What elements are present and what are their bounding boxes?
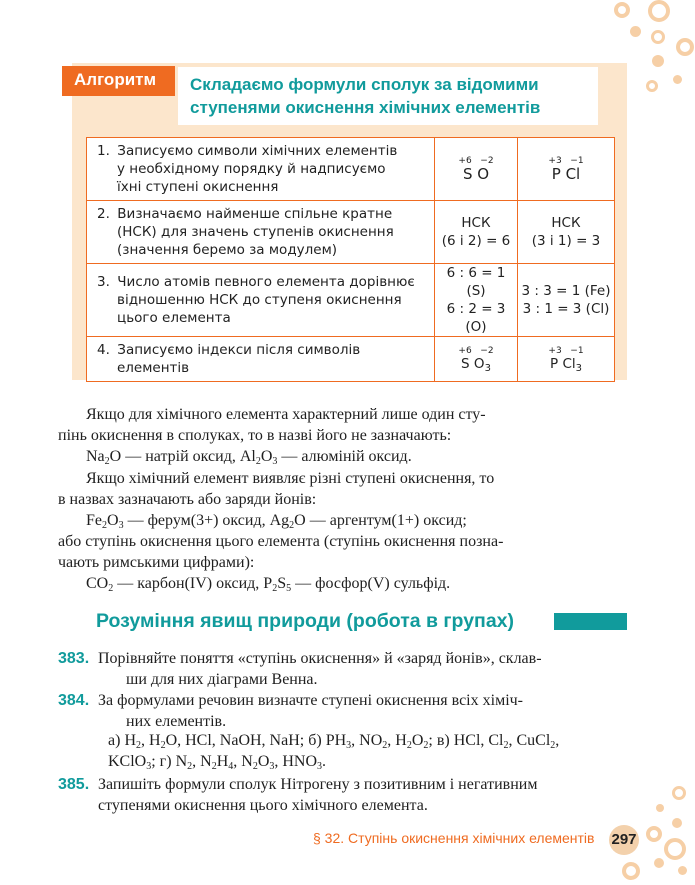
- algorithm-step-row: [87, 201, 615, 264]
- example-line: $CO_2$ — карбон(IV) оксид, $P_2S_5$ — фосфор(V) сульфід.: [86, 575, 451, 594]
- decor-dot: [648, 0, 670, 22]
- step-line: (НСК) для значень ступенів окиснення: [117, 224, 394, 240]
- decor-dot: [672, 786, 686, 800]
- decor-dot: [664, 838, 686, 860]
- exercise-line: Запишіть формули сполук Нітрогену з позитивним і негативним: [98, 776, 538, 793]
- exercise-formulas: KClO$_3$; г) $N_2$, $N_2H_4$, $N_2O_3$, $HNO_3$.: [108, 753, 327, 772]
- decor-dot: [672, 818, 682, 828]
- atom-ratio: 6 : 6 = 1 (S): [446, 265, 506, 299]
- decor-dot: [673, 75, 682, 84]
- formula-pcl3: P $Cl_3$: [549, 356, 582, 374]
- step-example-so3: [435, 337, 518, 382]
- step-description: [87, 337, 435, 382]
- exercise-number: 383.: [58, 650, 90, 667]
- exercise-line: ши для них діаграми Венна.: [126, 671, 318, 688]
- step-number: 4.: [97, 342, 110, 358]
- step-line: цього елемента: [117, 310, 231, 326]
- exercise-number: 384.: [58, 692, 90, 709]
- oxidation-states: +6 −2: [458, 156, 494, 166]
- decor-dot: [678, 866, 687, 875]
- step-example-pcl: [518, 264, 615, 337]
- lcm-label: НСК: [551, 215, 581, 231]
- decor-dot: [622, 862, 640, 880]
- element-symbols: S O: [462, 165, 490, 183]
- exercise-line: Порівняйте поняття «ступінь окиснення» й «заряд йонів», склав-: [98, 650, 542, 667]
- step-example-pcl: [518, 138, 615, 201]
- step-line: їхні ступені окиснення: [117, 179, 279, 195]
- algorithm-title-line: ступенями окиснення хімічних елементів: [190, 98, 541, 117]
- decor-dot: [652, 55, 664, 67]
- example-line: $Fe_2O_3$ — ферум(3+) оксид, $Ag_2O$ — аргентум(1+) оксид;: [86, 512, 467, 531]
- step-number: 1.: [97, 143, 110, 159]
- paragraph-line: в назвах зазначають або заряди йонів:: [58, 491, 317, 508]
- algorithm-step-row: [87, 337, 615, 382]
- step-line: Записуємо символи хімічних елементів: [117, 143, 398, 159]
- step-description: [87, 201, 435, 264]
- step-line: елементів: [117, 360, 190, 376]
- section-title-bar: [554, 613, 627, 630]
- paragraph-line: або ступінь окиснення цього елемента (ступінь окиснення позна-: [58, 533, 504, 550]
- oxidation-states: +3 −1: [548, 346, 584, 356]
- exercise-formulas: а) $H_2$, $H_2O$, HCl, NaOH, NaH; б) $PH_3$, $NO_2$, $H_2O_2$; в) HCl, $Cl_2$, CuCl$_2$,: [108, 732, 560, 751]
- exercise-number: 385.: [58, 776, 90, 793]
- decor-dot: [630, 26, 641, 37]
- step-example-so: [435, 264, 518, 337]
- element-symbols: P Cl: [551, 165, 581, 183]
- step-line: Число атомів певного елемента дорівнює: [117, 274, 415, 290]
- lcm-value: (6 і 2) = 6: [441, 233, 511, 249]
- footer-section-title: § 32. Ступінь окиснення хімічних елементів: [313, 830, 595, 846]
- step-line: Визначаємо найменше спільне кратне: [117, 206, 393, 222]
- example-line: $Na_2O$ — натрій оксид, $Al_2O_3$ — алюміній оксид.: [86, 448, 412, 467]
- exercise-line: ступенями окиснення цього хімічного елемента.: [98, 797, 428, 814]
- lcm-value: (3 і 1) = 3: [531, 233, 601, 249]
- atom-ratio: 3 : 1 = 3 (Cl): [522, 301, 610, 317]
- step-line: у необхідному порядку й надписуємо: [117, 161, 386, 177]
- step-description: [87, 264, 435, 337]
- algorithm-step-row: [87, 138, 615, 201]
- paragraph-line: пінь окиснення в сполуках, то в назві його не зазначають:: [58, 427, 452, 444]
- lcm-label: НСК: [461, 215, 491, 231]
- step-example-so: [435, 138, 518, 201]
- oxidation-states: +3 −1: [548, 156, 584, 166]
- atom-ratio: 3 : 3 = 1 (Fe): [521, 283, 611, 299]
- decor-dot: [651, 30, 665, 44]
- decor-dot: [654, 858, 664, 868]
- algorithm-step-row: [87, 264, 615, 337]
- page-number: 297: [609, 825, 639, 855]
- decor-dot: [646, 80, 658, 92]
- decor-dot: [656, 804, 664, 812]
- step-number: 2.: [97, 206, 110, 222]
- atom-ratio: 6 : 2 = 3 (O): [446, 301, 506, 335]
- step-example-pcl3: [518, 337, 615, 382]
- section-title: Розуміння явищ природи (робота в групах): [96, 610, 515, 632]
- algorithm-title-line: Складаємо формули сполук за відомими: [190, 75, 539, 94]
- exercise-line: За формулами речовин визначте ступені окиснення всіх хіміч-: [98, 692, 524, 709]
- decor-dot: [646, 826, 662, 842]
- step-line: відношенню НСК до ступеня окиснення: [117, 292, 402, 308]
- step-line: (значення беремо за модулем): [117, 242, 338, 258]
- algorithm-table: [86, 137, 615, 382]
- oxidation-states: +6 −2: [458, 346, 494, 356]
- step-number: 3.: [97, 274, 110, 290]
- formula-so3: S $O_3$: [461, 356, 491, 374]
- decor-dot: [676, 38, 694, 56]
- exercise-line: них елементів.: [126, 713, 227, 730]
- decor-dot: [614, 2, 630, 18]
- step-line: Записуємо індекси після символів: [117, 342, 361, 358]
- step-description: [87, 138, 435, 201]
- algorithm-title: [178, 67, 598, 125]
- algorithm-tag: Алгоритм: [62, 66, 175, 96]
- step-example-so: [435, 201, 518, 264]
- paragraph: Якщо для хімічного елемента характерний лише один сту-: [86, 406, 486, 423]
- paragraph: Якщо хімічний елемент виявляє різні ступені окиснення, то: [86, 470, 495, 487]
- step-example-pcl: [518, 201, 615, 264]
- paragraph-line: чають римськими цифрами):: [58, 554, 255, 571]
